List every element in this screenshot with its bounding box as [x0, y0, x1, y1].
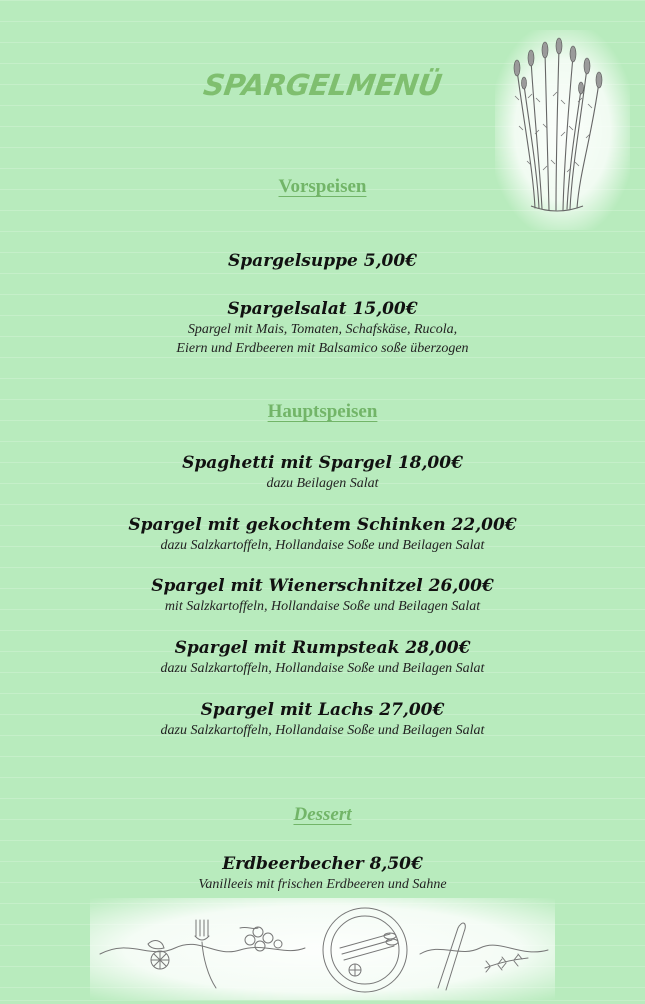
menu-item-name: Spargel mit Rumpsteak 28,00€: [174, 638, 471, 658]
menu-item-description: Spargel mit Mais, Tomaten, Schafskäse, Rucola,: [187, 322, 458, 337]
menu-item-description: mit Salzkartoffeln, Hollandaise Soße und Beilagen Salat: [164, 599, 481, 614]
menu-item-name: Spargel mit gekochtem Schinken 22,00€: [128, 515, 517, 535]
menu-item: [0, 637, 645, 678]
asparagus-illustration: [495, 30, 630, 230]
menu-item-name: Spargel mit Lachs 27,00€: [200, 700, 445, 720]
menu-item-description: dazu Beilagen Salat: [266, 476, 379, 491]
plate-cutlery-icon: [90, 898, 555, 1000]
menu-item: [0, 699, 645, 740]
menu-item: [0, 514, 645, 555]
menu-title: SPARGELMENÜ: [201, 68, 444, 102]
menu-item-description: Vanilleeis mit frischen Erdbeeren und Sahne: [198, 877, 447, 892]
section-heading-dessert: Dessert: [293, 804, 352, 825]
section-heading-mains: Hauptspeisen: [267, 401, 378, 422]
menu-item-name: Spaghetti mit Spargel 18,00€: [182, 453, 463, 473]
menu-item: [0, 250, 645, 272]
menu-item-name: Erdbeerbecher 8,50€: [222, 854, 423, 874]
menu-item: [0, 575, 645, 616]
menu-item-description: dazu Salzkartoffeln, Hollandaise Soße und Beilagen Salat: [160, 661, 485, 676]
menu-item-description: dazu Salzkartoffeln, Hollandaise Soße und Beilagen Salat: [160, 723, 485, 738]
menu-item: [0, 298, 645, 358]
menu-item-name: Spargel mit Wienerschnitzel 26,00€: [151, 576, 494, 596]
menu-item-name: Spargelsuppe 5,00€: [228, 251, 417, 271]
menu-item: [0, 452, 645, 493]
menu-item-name: Spargelsalat 15,00€: [227, 299, 418, 319]
menu-item-description: dazu Salzkartoffeln, Hollandaise Soße und Beilagen Salat: [160, 538, 485, 553]
footer-illustration: [90, 898, 555, 1000]
menu-item-description: Eiern und Erdbeeren mit Balsamico soße überzogen: [176, 341, 469, 356]
menu-item: [0, 853, 645, 894]
asparagus-icon: [495, 30, 630, 230]
section-heading-starters: Vorspeisen: [278, 176, 367, 197]
